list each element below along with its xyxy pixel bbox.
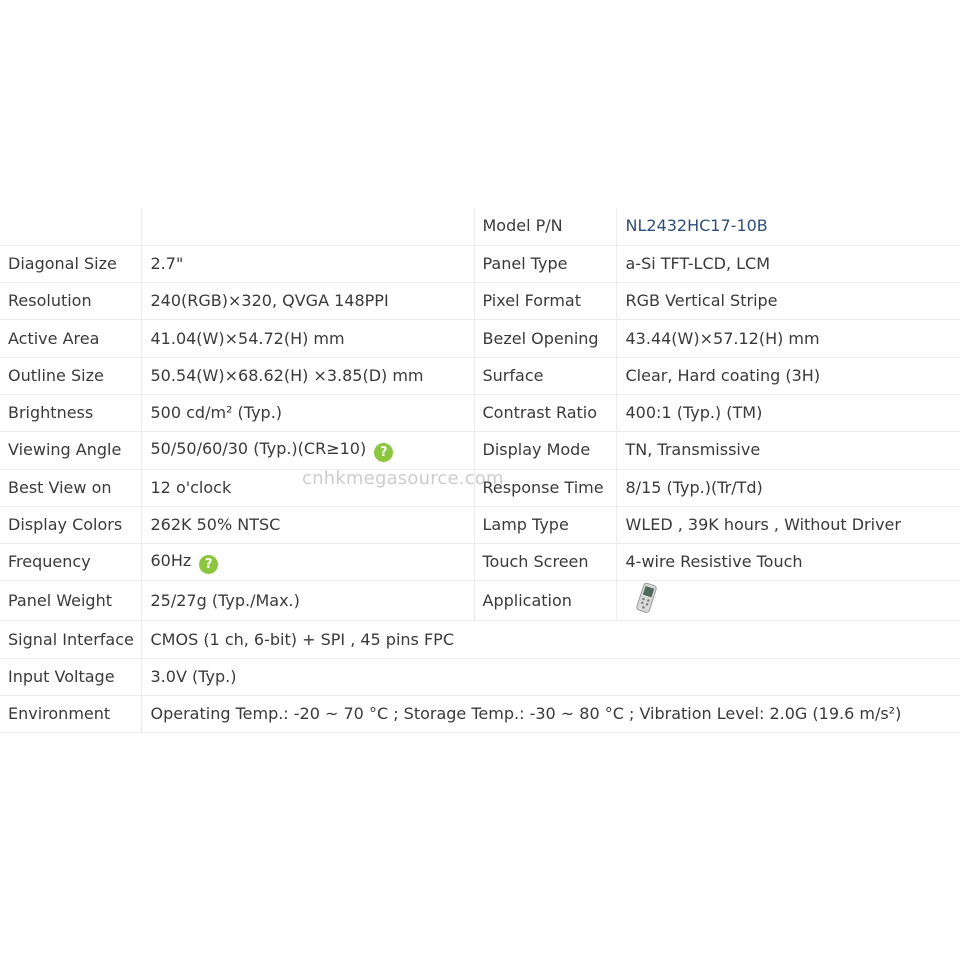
table-row bbox=[0, 544, 960, 581]
spec-value bbox=[141, 432, 474, 469]
table-row-wide bbox=[0, 658, 960, 695]
spec-value: 4-wire Resistive Touch bbox=[616, 544, 960, 581]
spec-label: Pixel Format bbox=[474, 283, 616, 320]
model-pn-value[interactable] bbox=[616, 208, 960, 245]
spec-value: 262K 50% NTSC bbox=[141, 506, 474, 543]
handheld-device-icon bbox=[630, 581, 664, 620]
spec-label: Contrast Ratio bbox=[474, 394, 616, 431]
spec-value: 400:1 (Typ.) (TM) bbox=[616, 394, 960, 431]
table-row bbox=[0, 245, 960, 282]
table-row bbox=[0, 320, 960, 357]
spec-label: Environment bbox=[0, 696, 141, 733]
model-pn-label: Model P/N bbox=[474, 208, 616, 245]
spec-value: 43.44(W)×57.12(H) mm bbox=[616, 320, 960, 357]
spec-value: 50.54(W)×68.62(H) ×3.85(D) mm bbox=[141, 357, 474, 394]
table-row-model bbox=[0, 208, 960, 245]
spec-label: Bezel Opening bbox=[474, 320, 616, 357]
empty-cell bbox=[141, 208, 474, 245]
spec-label: Display Colors bbox=[0, 506, 141, 543]
spec-value: 25/27g (Typ./Max.) bbox=[141, 581, 474, 621]
spec-value: WLED , 39K hours , Without Driver bbox=[616, 506, 960, 543]
spec-value: 500 cd/m² (Typ.) bbox=[141, 394, 474, 431]
spec-label: Display Mode bbox=[474, 432, 616, 469]
spec-value: 12 o'clock bbox=[141, 469, 474, 506]
table-row bbox=[0, 506, 960, 543]
help-icon[interactable]: ? bbox=[199, 555, 218, 574]
table-row bbox=[0, 432, 960, 469]
empty-cell bbox=[0, 208, 141, 245]
spec-value bbox=[141, 544, 474, 581]
spec-value: 41.04(W)×54.72(H) mm bbox=[141, 320, 474, 357]
spec-value: CMOS (1 ch, 6-bit) + SPI , 45 pins FPC bbox=[141, 621, 960, 658]
spec-label: Lamp Type bbox=[474, 506, 616, 543]
watermark: cnhkmegasource.com bbox=[302, 468, 504, 489]
help-icon[interactable]: ? bbox=[374, 443, 393, 462]
table-row bbox=[0, 357, 960, 394]
spec-value: 3.0V (Typ.) bbox=[141, 658, 960, 695]
spec-value: 2.7" bbox=[141, 245, 474, 282]
spec-value: TN, Transmissive bbox=[616, 432, 960, 469]
spec-value: 8/15 (Typ.)(Tr/Td) bbox=[616, 469, 960, 506]
table-row bbox=[0, 581, 960, 621]
frequency-text: 60Hz bbox=[150, 550, 192, 570]
spec-value: 240(RGB)×320, QVGA 148PPI bbox=[141, 283, 474, 320]
spec-label: Resolution bbox=[0, 283, 141, 320]
spec-value: Clear, Hard coating (3H) bbox=[616, 357, 960, 394]
spec-label: Application bbox=[474, 581, 616, 621]
spec-label: Touch Screen bbox=[474, 544, 616, 581]
table-row-wide bbox=[0, 696, 960, 733]
spec-label: Surface bbox=[474, 357, 616, 394]
spec-value: a-Si TFT-LCD, LCM bbox=[616, 245, 960, 282]
table-row bbox=[0, 394, 960, 431]
spec-label: Diagonal Size bbox=[0, 245, 141, 282]
table-row bbox=[0, 469, 960, 506]
spec-label: Response Time bbox=[474, 469, 616, 506]
spec-label: Panel Weight bbox=[0, 581, 141, 621]
application-cell bbox=[616, 581, 960, 621]
spec-label: Panel Type bbox=[474, 245, 616, 282]
spec-label: Best View on bbox=[0, 469, 141, 506]
viewing-angle-text: 50/50/60/30 (Typ.)(CR≥10) bbox=[150, 438, 367, 458]
spec-label: Signal Interface bbox=[0, 621, 141, 658]
spec-label: Brightness bbox=[0, 394, 141, 431]
model-pn-link[interactable]: NL2432HC17-10B bbox=[625, 216, 768, 236]
spec-label: Frequency bbox=[0, 544, 141, 581]
spec-table bbox=[0, 208, 960, 733]
spec-label: Active Area bbox=[0, 320, 141, 357]
spec-label: Viewing Angle bbox=[0, 432, 141, 469]
table-row-wide bbox=[0, 621, 960, 658]
spec-value: Operating Temp.: -20 ~ 70 °C ; Storage Temp.: -30 ~ 80 °C ; Vibration Level: 2.0G (19.6 m/s²) bbox=[141, 696, 960, 733]
table-row bbox=[0, 283, 960, 320]
spec-value: RGB Vertical Stripe bbox=[616, 283, 960, 320]
spec-label: Outline Size bbox=[0, 357, 141, 394]
spec-label: Input Voltage bbox=[0, 658, 141, 695]
